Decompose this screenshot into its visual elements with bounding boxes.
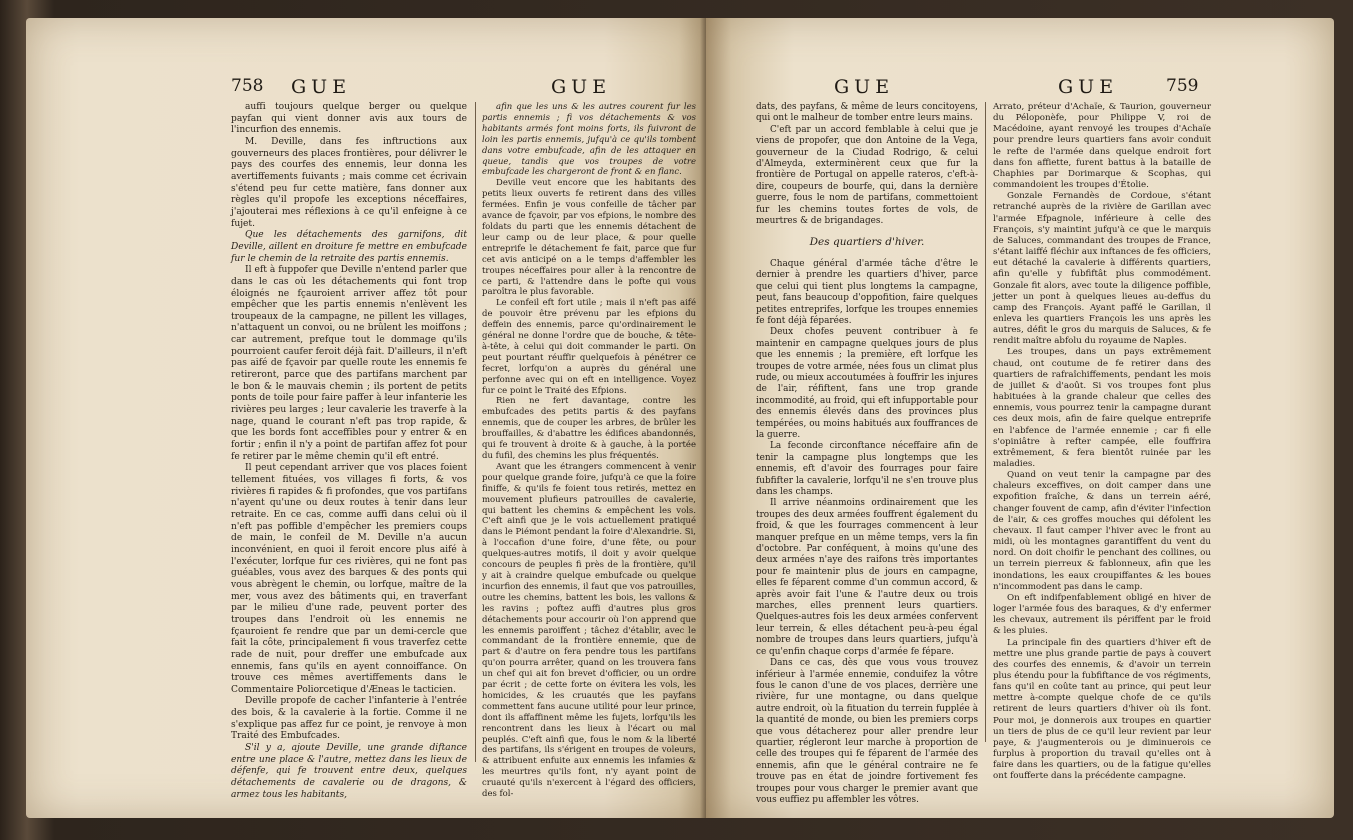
right-page-number: 759 [1166,76,1199,96]
left-running-head-1: GUE [291,76,352,98]
right-page [706,18,1334,818]
section-heading: Des quartiers d'hiver. [809,236,925,249]
paragraph: Rien ne fert davantage, contre les embufcades des petits partis & des payfans ennemis, que de couper les arbres, de brûler les brouffailles, & d'abattre les édifices abandonnés, qui fe trouvent à droite & à gauche, à la portée du fufil, des chemins les plus fréquentés. [482,396,696,461]
paragraph: Le confeil eft fort utile ; mais il n'eft pas aifé de pouvoir être prévenu par les efpions du deffein des ennemis, parce qu'ordinairement le général ne donne l'ordre que de bouche, & tête-à-tête, à celui qui doit commander le parti. On peut pourtant réuffir quelquefois à pénétrer ce fecret, lorfqu'on a auprès du général une perfonne avec qui on eft en intelligence. Voyez fur ce point le Traité des Efpions. [482,298,696,396]
right-column-1 [756,102,978,806]
paragraph: Deville veut encore que les habitants des petits lieux ouverts fe retirent dans des villes fermées. Enfin je vous confeille de tâcher par avance de fçavoir, par vos efpions, le nombre des foldats du parti que les ennemis détachent de leur camp ou de leur place, & pour quelle entreprife le détachement fe fait, parce que fur cet avis anticipé on a le temps d'affembler les troupes néceffaires pour aller à la rencontre de ce parti, & l'attendre dans le pofte qui vous paroîtra le plus favorable. [482,178,696,298]
paragraph: afin que les uns & les autres courent fur les partis ennemis ; fi vos détachements & vos habitants armés font moins forts, ils fuivront de loin les partis ennemis, jufqu'à ce qu'ils tombent dans votre embufcade, afin de les attaquer en queue, tandis que vos troupes de votre embufcade les chargeront de front & en flanc. [482,102,696,178]
left-column-1 [231,102,467,801]
left-page [26,18,706,818]
paragraph: On eft indifpenfablement obligé en hiver de loger l'armée fous des baraques, & d'y enfermer les chevaux, autrement ils périffent par le froid & les pluies. [993,592,1211,637]
paragraph: La principale fin des quartiers d'hiver eft de mettre une plus grande partie de pays à couvert des courfes des ennemis, & d'avoir un terrein plus étendu pour la fubfiftance de vos régiments, fans qu'il en coûte tant au prince, qui peut leur mettre à-compte quelque chofe de ce qu'ils retirent de leurs quartiers d'hiver où ils font. Pour moi, je donnerois aux troupes en quartier un tiers de plus de ce qu'il leur revient par leur paye, & j'augmenterois ou je diminuerois ce furplus à proportion du travail qu'elles ont à faire dans les quartiers, ou de la fatigue qu'elles ont foufferte dans la précédente campagne. [993,637,1211,782]
left-page-number: 758 [231,76,264,96]
left-column-2 [482,102,696,800]
paragraph: C'eft par un accord femblable à celui que je viens de propofer, que don Antoine de la Vega, gouverneur de la Ciudad Rodrigo, & celui d'Almeyda, exterminèrent ceux que fur la frontière de Portugal on appelle rateros, c'eft-à-dire, coupeurs de bourfe, qui, dans la dernière guerre, fous le nom de partifans, commettoient fur les chemins toutes fortes de vols, de meurtres & de brigandages. [756,124,978,227]
left-running-head-2: GUE [551,76,612,98]
paragraph: Avant que les étrangers commencent à venir pour quelque grande foire, jufqu'à ce que la foire finiffe, & qu'ils fe foient tous retirés, mettez en mouvement plufieurs patrouilles de cavalerie, qui battent les chemins & empêchent les vols. C'eft ainfi que je le vois actuellement pratiqué dans le Piémont pendant la foire d'Alexandrie. Si, à l'occafion d'une foire, d'une fête, ou pour quelques-autres motifs, il doit y avoir quelque concours de peuples fi près de la frontière, qu'il y ait à craindre quelque embufcade ou quelque incurfion des ennemis, il faut que vos patrouilles, outre les chemins, battent les bois, les vallons & les ravins ; poftez auffi d'autres plus gros détachements pour accourir où l'on apprend que les ennemis paroiffent ; tâchez d'établir, avec le commandant de la frontière ennemie, que de part & d'autre on fera pendre tous les partifans qu'on pourra arrêter, quand on les trouvera fans un chef qui ait fon brevet d'officier, ou un ordre par écrit ; de cette forte on évitera les vols, les homicides, & les cruautés que les payfans commettent fans aucune utilité pour leur prince, dont ils affaffinent même les fujets, lorfqu'ils les rencontrent dans les lieux à l'écart ou mal peuplés. C'eft ainfi que, fous le nom & la liberté des partifans, ils s'érigent en troupes de voleurs, & attribuent enfuite aux ennemis les infamies & les meurtres qu'ils font, n'y ayant point de cruauté qu'ils n'exercent à l'égard des officiers, des fol- [482,461,696,800]
paragraph: Deux chofes peuvent contribuer à fe maintenir en campagne quelques jours de plus que les ennemis ; la première, eft lorfque les troupes de votre armée, nées fous un climat plus rude, ou mieux accoutumées à fouffrir les injures de l'air, réfiftent, fans une trop grande incommodité, au froid, qui eft infupportable pour des ennemis élevés dans des provinces plus tempérées, ou moins habitués aux fouffrances de la guerre. [756,327,978,440]
paragraph: Dans ce cas, dès que vous vous trouvez inférieur à l'armée ennemie, conduifez la vôtre fous le canon d'une de vos places, derrière une rivière, fur une montagne, ou dans quelque autre endroit, où la fituation du terrein fupplée à la quantité de monde, ou bien les premiers corps que vous détacherez pour aller prendre leur quartier, régleront leur marche à proportion de celle des troupes qui fe féparent de l'armée des ennemis, afin que le général contraire ne fe trouve pas en état de joindre fortivement fes troupes pour vous charger le premier avant que vous euffiez pu affembler les vôtres. [756,658,978,805]
right-running-head-1: GUE [834,76,895,98]
paragraph: Gonzale Fernandès de Cordoue, s'étant retranché auprès de la rivière de Garillan avec l'armée Efpagnole, inférieure à celle des François, s'y maintint jufqu'à ce que le marquis de Saluces, commandant des troupes de France, s'étant laiffé fléchir aux inftances de fes officiers, eut détaché la cavalerie à différents quartiers, afin qu'elle y fubfiftât plus commodément. Gonzale fit alors, avec toute la diligence poffible, jetter un pont à quelques lieues au-deffus du camp des François. Ayant paffé le Garillan, il enleva les quartiers François les uns après les autres, défit le gros du marquis de Saluces, & fe rendit maître abfolu du royaume de Naples. [993,191,1211,347]
paragraph: Deville propofe de cacher l'infanterie à l'entrée des bois, & la cavalerie à la fortie. Comme il ne s'explique pas affez fur ce point, je renvoye à mon Traité des Embufcades. [231,696,467,742]
paragraph: auffi toujours quelque berger ou quelque payfan qui vient donner avis aux tours de l'incurfion des ennemis. [231,102,467,136]
paragraph: Chaque général d'armée tâche d'être le dernier à prendre les quartiers d'hiver, parce que celui qui tient plus longtems la campagne, peut, fans beaucoup d'oppofition, faire quelques petites entreprifes, lorfque les troupes ennemies fe font déjà féparées. [756,258,978,326]
paragraph: Il arrive néanmoins ordinairement que les troupes des deux armées fouffrent également du froid, & que les fourrages commencent à leur manquer prefque en un même temps, vers la fin d'octobre. Par conféquent, à moins qu'une des deux armées n'aye des raifons très importantes pour fe maintenir plus de jours en campagne, elles fe féparent comme d'un commun accord, & après avoir fait l'une & l'autre deux ou trois marches, elles prennent leurs quartiers. Quelques-autres fois les deux armées confervent leur terrein, & elles détachent peu-à-peu égal nombre de troupes dans leurs quartiers, jufqu'à ce qu'enfin chaque corps d'armée fe fépare. [756,498,978,657]
paragraph: S'il y a, ajoute Deville, une grande diftance entre une place & l'autre, mettez dans les lieux de défenfe, qui fe trouvent entre deux, quelques détachements de cavalerie ou de dragons, & armez tous les habitants, [231,743,467,800]
paragraph: Arrato, préteur d'Achaïe, & Taurion, gouverneur du Péloponèfe, pour Philippe V, roi de Macédoine, ayant renvoyé les troupes d'Achaïe pour prendre leurs quartiers fans avoir conduit le refte de l'armée dans quelque endroit fort dans fon affiette, furent battus à la bataille de Chaphies par Dorimarque & Scophas, qui commandoient les troupes d'Étolie. [993,102,1211,191]
paragraph: Il eft à fuppofer que Deville n'entend parler que dans le cas où les détachements qui font trop éloignés ne fçauroient arriver affez tôt pour empêcher que les partis ennemis n'enlèvent les troupeaux de la campagne, ne pillent les villages, n'attaquent un convoi, ou ne brûlent les moiffons ; car autrement, prefque tout le dommage qu'ils pourroient caufer feroit déjà fait. D'ailleurs, il n'eft pas aifé de fçavoir par quelle route les ennemis fe retireront, parce que des partifans marchent par le bon & le mauvais chemin ; ils portent de petits ponts de toile pour faire paffer à leur infanterie les rivières peu larges ; leur cavalerie les traverfe à la nage, quand le courant n'eft pas trop rapide, & que les bords font acceffibles pour y entrer & en fortir ; enfin il n'y a point de partifan affez fot pour fe retirer par le même chemin qu'il eft entré. [231,265,467,462]
paragraph: La feconde circonftance néceffaire afin de tenir la campagne plus longtemps que les ennemis, eft d'avoir des fourrages pour faire fubfifter la cavalerie, lorfqu'il ne s'en trouve plus dans les champs. [756,441,978,497]
right-running-head-2: GUE [1058,76,1119,98]
column-rule [985,102,986,742]
paragraph: Que les détachements des garnifons, dit Deville, aillent en droiture fe mettre en embufcade fur le chemin de la retraite des partis ennemis. [231,230,467,264]
paragraph: M. Deville, dans fes inftructions aux gouverneurs des places frontières, pour délivrer le pays des courfes des ennemis, leur donna les avertiffements fuivants ; mais comme cet écrivain s'étend peu fur cette matière, fans donner aux règles qu'il propofe les exceptions néceffaires, j'ajouterai mes réflexions à ce qu'il enfeigne à ce fujet. [231,136,467,229]
right-column-2 [993,102,1211,783]
column-rule [475,102,476,762]
paragraph: Il peut cependant arriver que vos places foient tellement fituées, vos villages fi forts, & vos rivières fi rapides & fi profondes, que vos partifans n'ayent qu'une ou deux routes à tenir dans leur retraite. En ce cas, comme auffi dans celui où il n'eft pas poffible d'empêcher les premiers coups de main, le confeil de M. Deville n'a aucun inconvénient, en quoi il feroit encore plus aifé à l'exécuter, lorfque fur ces rivières, qui ne font pas guéables, vous avez des barques & des ponts qui vous abrègent le chemin, ou lorfque, maître de la mer, vous avez des bâtiments qui, en traverfant par le milieu d'une rade, peuvent porter des troupes dans l'endroit où les ennemis ne fçauroient fe rendre que par un demi-cercle que fait la côte, principalement fi vous traverfez cette rade de nuit, pour dreffer une embufcade aux ennemis, fans qu'ils en ayent connoiffance. On trouve ces mêmes avertiffements dans le Commentaire Poliorcetique d'Æneas le tacticien. [231,463,467,695]
paragraph: Les troupes, dans un pays extrêmement chaud, ont coutume de fe retirer dans des quartiers de rafraîchiffements, pendant les mois de juillet & d'août. Si vos troupes font plus habituées à la grande chaleur que celles des ennemis, vous pourrez tenir la campagne durant ces deux mois, afin de faire quelque entreprife en l'abfence de l'armée ennemie ; car fi elle s'opiniâtre à refter campée, elle fouffrira extrêmement, & fera bientôt ruinée par les maladies. [993,347,1211,469]
paragraph: Quand on veut tenir la campagne par des chaleurs exceffives, on doit camper dans une expofition fraîche, & dans un terrein aéré, changer fouvent de camp, afin d'éviter l'infection de l'air, & ces groffes mouches qui défolent les chevaux. Il faut camper l'hiver avec le front au midi, où les montagnes garantiffent du vent du nord. On doit choifir le penchant des collines, ou un terrein pierreux & fablonneux, afin que les inondations, les eaux croupiffantes & les boues n'incommodent pas dans le camp. [993,470,1211,592]
paragraph: dats, des payfans, & même de leurs concitoyens, qui ont le malheur de tomber entre leurs mains. [756,102,978,124]
